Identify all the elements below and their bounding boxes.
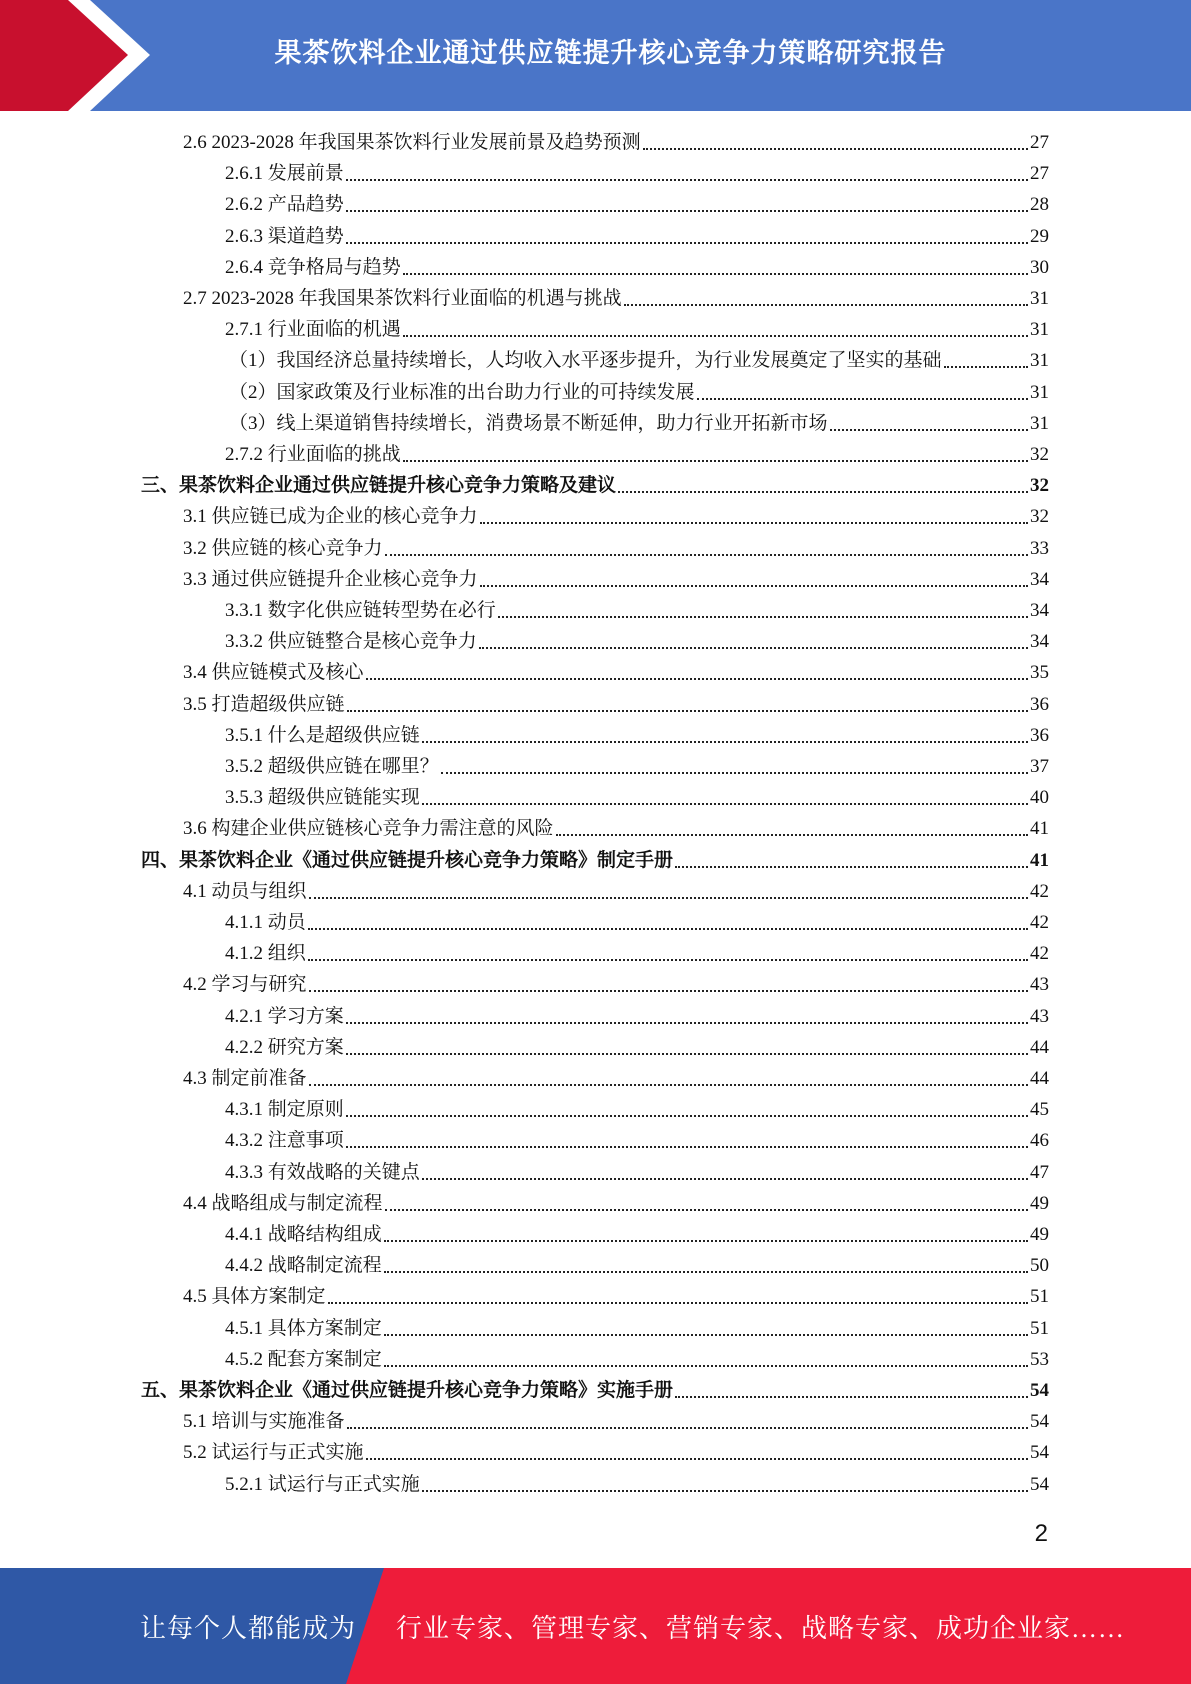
toc-entry-page: 36	[1030, 693, 1049, 715]
toc-entry-title: 5.1 培训与实施准备	[183, 1411, 345, 1433]
toc-dot-leader	[441, 772, 1028, 774]
toc-entry-title: 3.5 打造超级供应链	[183, 693, 345, 715]
toc-entry-title: 2.6 2023-2028 年我国果茶饮料行业发展前景及趋势预测	[183, 132, 641, 153]
toc-entry-title: 4.5 具体方案制定	[183, 1286, 326, 1308]
toc-entry-title: 4.1 动员与组织	[183, 880, 307, 902]
footer-slogan-left: 让每个人都能成为	[140, 1613, 357, 1643]
toc-dot-leader	[422, 803, 1028, 805]
toc-dot-leader	[697, 398, 1028, 400]
toc-entry-title: 4.4 战略组成与制定流程	[183, 1192, 383, 1214]
toc-entry-page: 50	[1030, 1255, 1049, 1277]
toc-entry-page: 42	[1030, 880, 1049, 902]
toc-dot-leader	[480, 522, 1028, 524]
toc-entry-page: 49	[1030, 1192, 1049, 1214]
toc-entry[interactable]	[183, 284, 1049, 314]
toc-entry-title: 4.4.2 战略制定流程	[225, 1255, 382, 1277]
toc-entry[interactable]	[141, 846, 1049, 876]
toc-entry[interactable]	[225, 752, 1049, 782]
toc-dot-leader	[384, 1334, 1028, 1336]
toc-dot-leader	[643, 148, 1028, 150]
toc-entry-page: 43	[1030, 974, 1049, 996]
toc-dot-leader	[385, 554, 1028, 556]
toc-dot-leader	[403, 335, 1028, 337]
toc-entry-title: 5.2 试运行与正式实施	[183, 1442, 364, 1464]
toc-dot-leader	[347, 1427, 1028, 1429]
toc-entry-page: 46	[1030, 1130, 1049, 1152]
toc-dot-leader	[624, 304, 1028, 306]
toc-dot-leader	[422, 1178, 1028, 1180]
toc-entry-page: 32	[1030, 506, 1049, 528]
toc-entry-title: 3.4 供应链模式及核心	[183, 662, 364, 684]
toc-entry[interactable]	[183, 970, 1049, 1000]
toc-entry-title: 5.2.1 试运行与正式实施	[225, 1473, 420, 1495]
toc-entry[interactable]	[225, 159, 1049, 189]
toc-entry[interactable]	[225, 939, 1049, 969]
toc-dot-leader	[385, 1209, 1028, 1211]
toc-dot-leader	[309, 1084, 1028, 1086]
toc-entry-page: 54	[1030, 1442, 1049, 1464]
toc-entry-page: 31	[1030, 381, 1049, 403]
toc-entry-page: 29	[1030, 225, 1049, 247]
toc-dot-leader	[309, 897, 1028, 899]
toc-entry[interactable]	[225, 721, 1049, 751]
toc-dot-leader	[403, 273, 1028, 275]
toc-dot-leader	[422, 1490, 1028, 1492]
toc-entry-title: 4.2.2 研究方案	[225, 1036, 344, 1058]
toc-entry[interactable]	[183, 1282, 1049, 1312]
toc-dot-leader	[422, 741, 1028, 743]
toc-entry-title: （2）国家政策及行业标准的出台助力行业的可持续发展	[229, 381, 695, 403]
toc-entry-page: 27	[1030, 132, 1049, 153]
toc-entry-title: 4.5.2 配套方案制定	[225, 1348, 382, 1370]
toc-dot-leader	[675, 1396, 1028, 1398]
toc-dot-leader	[366, 1458, 1028, 1460]
toc-entry-page: 51	[1030, 1317, 1049, 1339]
toc-entry[interactable]	[225, 1314, 1049, 1344]
toc-entry-title: 3.1 供应链已成为企业的核心竞争力	[183, 506, 478, 528]
toc-entry-title: 4.3.3 有效战略的关键点	[225, 1161, 420, 1183]
toc-entry[interactable]	[183, 1407, 1049, 1437]
toc-dot-leader	[830, 429, 1028, 431]
toc-entry-page: 33	[1030, 537, 1049, 559]
toc-dot-leader	[346, 179, 1028, 181]
toc-entry-page: 40	[1030, 787, 1049, 809]
toc-entry-title: 三、果茶饮料企业通过供应链提升核心竞争力策略及建议	[141, 475, 617, 497]
toc-entry-page: 32	[1030, 475, 1049, 497]
toc-entry[interactable]	[225, 1033, 1049, 1063]
toc-entry[interactable]	[183, 1064, 1049, 1094]
toc-entry-title: 3.6 构建企业供应链核心竞争力需注意的风险	[183, 818, 554, 840]
toc-entry[interactable]	[183, 658, 1049, 688]
toc-entry[interactable]	[225, 440, 1049, 470]
toc-entry-page: 44	[1030, 1036, 1049, 1058]
toc-entry-title: 2.6.3 渠道趋势	[225, 225, 344, 247]
toc-entry-page: 41	[1030, 849, 1049, 871]
toc-entry[interactable]	[225, 1095, 1049, 1125]
toc-entry-page: 35	[1030, 662, 1049, 684]
toc-dot-leader	[346, 1115, 1028, 1117]
toc-entry-title: 3.5.3 超级供应链能实现	[225, 787, 420, 809]
toc-dot-leader	[403, 460, 1028, 462]
toc-entry[interactable]	[225, 596, 1049, 626]
footer-slogan-right: 行业专家、管理专家、营销专家、战略专家、成功企业家……	[396, 1613, 1126, 1643]
toc-entry-title: 2.7.1 行业面临的机遇	[225, 319, 401, 341]
toc-entry[interactable]	[183, 128, 1049, 158]
toc-entry-title: 4.4.1 战略结构组成	[225, 1224, 382, 1245]
toc-dot-leader	[384, 1365, 1028, 1367]
toc-entry-page: 31	[1030, 412, 1049, 434]
toc-entry-page: 44	[1030, 1068, 1049, 1089]
toc-entry-page: 31	[1030, 319, 1049, 341]
toc-dot-leader	[346, 242, 1028, 244]
toc-entry-page: 30	[1030, 256, 1049, 278]
toc-entry-title: 四、果茶饮料企业《通过供应链提升核心竞争力策略》制定手册	[141, 849, 674, 871]
toc-entry[interactable]	[225, 1345, 1049, 1375]
toc-entry-page: 28	[1030, 194, 1049, 216]
toc-entry[interactable]	[183, 1189, 1049, 1219]
toc-entry-page: 34	[1030, 568, 1049, 590]
toc-dot-leader	[308, 959, 1028, 961]
page-number: 2	[1034, 1520, 1048, 1547]
toc-dot-leader	[309, 990, 1028, 992]
toc-entry[interactable]	[225, 253, 1049, 283]
header-title: 果茶饮料企业通过供应链提升核心竞争力策略研究报告	[274, 37, 947, 69]
toc-entry-title: 2.7.2 行业面临的挑战	[225, 444, 401, 465]
toc-entry[interactable]	[229, 409, 1049, 439]
toc-entry[interactable]	[225, 1002, 1049, 1032]
toc-entry-title: 4.1.2 组织	[225, 943, 306, 965]
toc-entry[interactable]	[225, 627, 1049, 657]
toc-entry-title: 4.1.1 动员	[225, 912, 306, 933]
toc-entry-page: 45	[1030, 1099, 1049, 1121]
toc-entry-page: 42	[1030, 943, 1049, 965]
toc-dot-leader	[480, 585, 1028, 587]
toc-entry-title: （1）我国经济总量持续增长，人均收入水平逐步提升，为行业发展奠定了坚实的基础	[229, 350, 942, 372]
toc-entry-page: 32	[1030, 444, 1049, 465]
toc-entry-title: 2.7 2023-2028 年我国果茶饮料行业面临的机遇与挑战	[183, 288, 622, 309]
toc-entry[interactable]	[225, 1126, 1049, 1156]
toc-entry[interactable]	[183, 690, 1049, 720]
toc-entry-title: 4.2 学习与研究	[183, 974, 307, 996]
toc-entry[interactable]	[225, 222, 1049, 252]
toc-entry[interactable]	[225, 1220, 1049, 1250]
toc-entry[interactable]	[229, 378, 1049, 408]
toc-entry[interactable]	[225, 190, 1049, 220]
toc-dot-leader	[498, 616, 1028, 618]
toc-entry-page: 37	[1030, 756, 1049, 777]
toc-entry-page: 27	[1030, 163, 1049, 185]
toc-entry[interactable]	[183, 534, 1049, 564]
toc-dot-leader	[944, 366, 1028, 368]
toc-entry-title: 3.5.2 超级供应链在哪里？	[225, 756, 439, 777]
toc-entry-page: 54	[1030, 1411, 1049, 1433]
toc-entry-page: 43	[1030, 1005, 1049, 1027]
toc-entry-title: 3.3.1 数字化供应链转型势在必行	[225, 600, 496, 621]
toc-entry[interactable]	[183, 1438, 1049, 1468]
toc-entry-page: 34	[1030, 600, 1049, 621]
toc-entry-page: 36	[1030, 724, 1049, 746]
toc-entry-page: 47	[1030, 1161, 1049, 1183]
toc-entry[interactable]	[225, 908, 1049, 938]
toc-entry[interactable]	[225, 1158, 1049, 1188]
page-header	[0, 0, 1191, 111]
toc-entry[interactable]	[183, 814, 1049, 844]
toc-entry-title: 2.6.1 发展前景	[225, 163, 344, 185]
page-footer	[0, 1568, 1191, 1684]
toc-entry-page: 54	[1030, 1473, 1049, 1495]
toc-entry-page: 54	[1030, 1380, 1049, 1401]
toc-entry-page: 31	[1030, 350, 1049, 372]
toc-entry-title: 4.3.2 注意事项	[225, 1130, 344, 1152]
toc-entry-title: 3.3.2 供应链整合是核心竞争力	[225, 631, 477, 653]
toc-dot-leader	[479, 647, 1028, 649]
toc-dot-leader	[675, 866, 1028, 868]
toc-dot-leader	[346, 210, 1028, 212]
toc-dot-leader	[308, 928, 1028, 930]
toc-entry-page: 49	[1030, 1224, 1049, 1245]
toc-entry[interactable]	[183, 877, 1049, 907]
toc-entry[interactable]	[225, 315, 1049, 345]
toc-entry[interactable]	[225, 1251, 1049, 1281]
toc-dot-leader	[384, 1240, 1028, 1242]
toc-entry-title: 4.3.1 制定原则	[225, 1099, 344, 1121]
toc-entry-page: 51	[1030, 1286, 1049, 1308]
toc-entry-title: （3）线上渠道销售持续增长，消费场景不断延伸，助力行业开拓新市场	[229, 412, 828, 434]
toc-entry-title: 4.3 制定前准备	[183, 1068, 307, 1089]
toc-entry[interactable]	[141, 1376, 1049, 1406]
toc-entry-title: 五、果茶饮料企业《通过供应链提升核心竞争力策略》实施手册	[141, 1380, 674, 1401]
toc-dot-leader	[366, 678, 1028, 680]
toc-entry-title: 3.5.1 什么是超级供应链	[225, 724, 420, 746]
toc-entry-title: 2.6.4 竞争格局与趋势	[225, 256, 401, 278]
toc-entry[interactable]	[183, 502, 1049, 532]
toc-entry-page: 42	[1030, 912, 1049, 933]
toc-entry-title: 3.2 供应链的核心竞争力	[183, 537, 383, 559]
toc-entry[interactable]	[183, 565, 1049, 595]
toc-entry-title: 4.5.1 具体方案制定	[225, 1317, 382, 1339]
toc-dot-leader	[618, 491, 1028, 493]
toc-entry-page: 53	[1030, 1348, 1049, 1370]
toc-entry-page: 34	[1030, 631, 1049, 653]
toc-entry-page: 41	[1030, 818, 1049, 840]
toc-dot-leader	[328, 1302, 1028, 1304]
toc-dot-leader	[346, 1146, 1028, 1148]
toc-dot-leader	[556, 834, 1028, 836]
toc-dot-leader	[346, 1022, 1028, 1024]
toc-entry[interactable]	[141, 471, 1049, 501]
toc-entry-title: 3.3 通过供应链提升企业核心竞争力	[183, 568, 478, 590]
toc-entry-title: 4.2.1 学习方案	[225, 1005, 344, 1027]
toc-dot-leader	[347, 710, 1028, 712]
toc-entry[interactable]	[225, 783, 1049, 813]
toc-entry[interactable]	[225, 1470, 1049, 1500]
toc-entry-page: 31	[1030, 288, 1049, 309]
toc-entry[interactable]	[229, 346, 1049, 376]
toc-dot-leader	[384, 1271, 1028, 1273]
toc-entry-title: 2.6.2 产品趋势	[225, 194, 344, 216]
toc-dot-leader	[346, 1053, 1028, 1055]
